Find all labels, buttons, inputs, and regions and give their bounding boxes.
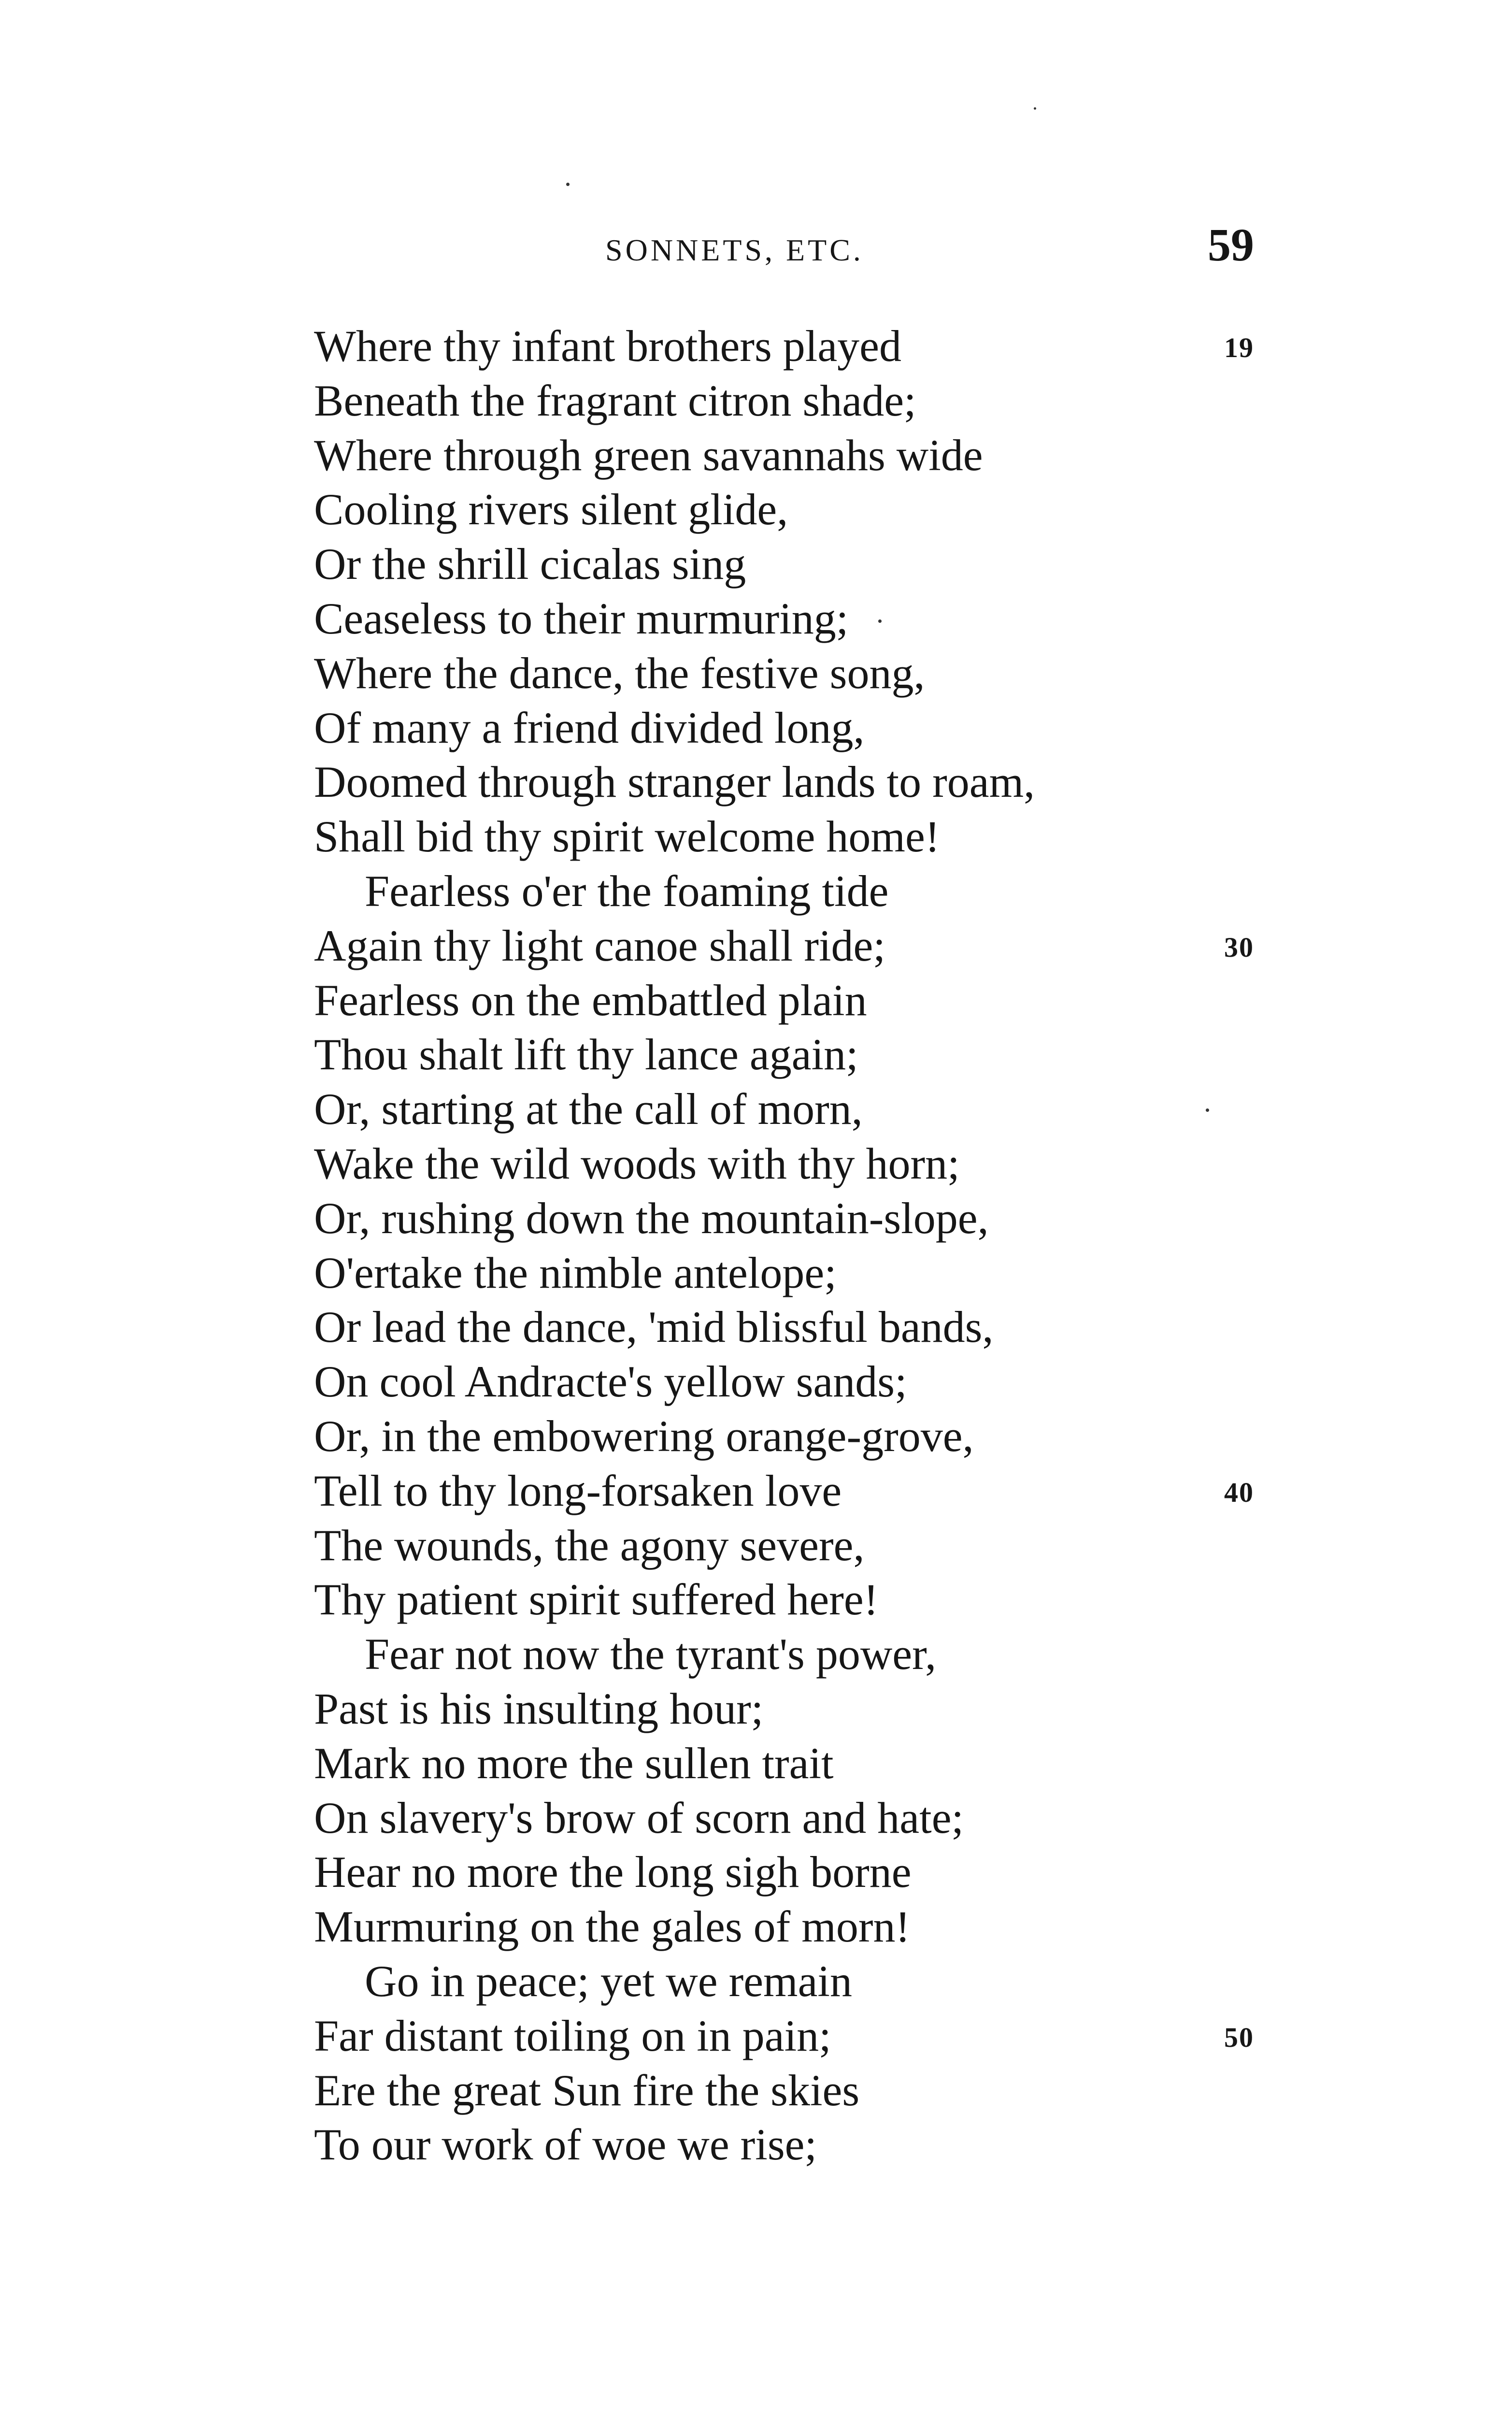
poem-line — [314, 1845, 1304, 1899]
poem-line — [314, 1518, 1304, 1573]
poem-line-text: Or, starting at the call of morn, — [314, 1084, 863, 1134]
poem-line — [314, 1027, 1304, 1082]
poem-line-text: Or lead the dance, 'mid blissful bands, — [314, 1302, 994, 1352]
poem-line-text: Beneath the fragrant citron shade; — [314, 375, 916, 425]
poem-line-text: Wake the wild woods with thy horn; — [314, 1138, 960, 1188]
line-number: 19 — [1224, 332, 1254, 363]
poem-line-text: Fearless o'er the foaming tide — [365, 866, 889, 916]
page-number: 59 — [1208, 219, 1254, 271]
poem-line — [314, 1246, 1304, 1300]
poem-line — [314, 2117, 1304, 2172]
poem-line-text: Thou shalt lift thy lance again; — [314, 1030, 858, 1079]
poem-line — [314, 1464, 1304, 1518]
poem-line-text: Where through green savannahs wide — [314, 430, 983, 480]
poem-line-text: Ceaseless to their murmuring; — [314, 593, 849, 643]
poem-line-text: Far distant toiling on in pain; — [314, 2011, 831, 2060]
poem-line — [314, 701, 1304, 755]
poem-line — [314, 374, 1304, 428]
poem-line — [314, 1899, 1304, 1954]
poem-line-text: Ere the great Sun fire the skies — [314, 2065, 860, 2115]
poem-line-text: Cooling rivers silent glide, — [314, 485, 788, 534]
poem-line — [314, 2009, 1304, 2063]
poem-line-text: Where the dance, the festive song, — [314, 648, 925, 698]
poem-line — [314, 1300, 1304, 1354]
poem-line-text: Tell to thy long-forsaken love — [314, 1466, 842, 1515]
poem-line — [314, 973, 1304, 1028]
poem-line — [314, 1572, 1304, 1627]
poem-body — [314, 319, 1304, 2172]
poem-line-text: Or, rushing down the mountain-slope, — [314, 1193, 989, 1243]
poem-line-text: Shall bid thy spirit welcome home! — [314, 812, 940, 862]
poem-line-text: Thy patient spirit suffered here! — [314, 1575, 879, 1625]
poem-line — [314, 482, 1304, 537]
poem-line-text: Mark no more the sullen trait — [314, 1738, 834, 1788]
poem-line — [314, 1354, 1304, 1409]
poem-line — [314, 1136, 1304, 1191]
poem-line-text: O'ertake the nimble antelope; — [314, 1248, 837, 1297]
poem-line — [314, 1409, 1304, 1464]
poem-line — [314, 1954, 1304, 2009]
poem-line — [314, 1627, 1304, 1682]
poem-line-text: Hear no more the long sigh borne — [314, 1847, 912, 1897]
poem-line-text: Fear not now the tyrant's power, — [365, 1629, 937, 1679]
poem-line-text: Where thy infant brothers played — [314, 321, 901, 371]
poem-line-text: Or, in the embowering orange-grove, — [314, 1411, 974, 1461]
poem-line — [314, 1191, 1304, 1246]
poem-line — [314, 1791, 1304, 1845]
running-head: SONNETS, ETC. — [605, 233, 864, 267]
poem-line — [314, 428, 1304, 483]
poem-line-text: Murmuring on the gales of morn! — [314, 1902, 911, 1952]
poem-line — [314, 919, 1304, 973]
poem-line — [314, 1082, 1304, 1136]
line-number: 40 — [1224, 1476, 1254, 1508]
poem-line-text: Fearless on the embattled plain — [314, 975, 867, 1025]
poem-line-text: On slavery's brow of scorn and hate; — [314, 1793, 964, 1842]
poem-line-text: Of many a friend divided long, — [314, 703, 865, 752]
poem-line-text: Go in peace; yet we remain — [365, 1956, 852, 2006]
poem-line — [314, 646, 1304, 701]
poem-line — [314, 591, 1304, 646]
poem-line — [314, 755, 1304, 809]
poem-line-text: On cool Andracte's yellow sands; — [314, 1357, 907, 1407]
poem-line — [314, 1682, 1304, 1736]
poem-line-text: Past is his insulting hour; — [314, 1683, 764, 1733]
poem-line — [314, 809, 1304, 864]
poem-line-text: To our work of woe we rise; — [314, 2120, 817, 2170]
poem-line — [314, 319, 1304, 374]
poem-line — [314, 1736, 1304, 1791]
line-number: 50 — [1224, 2021, 1254, 2053]
print-speck — [1034, 107, 1036, 110]
poem-line — [314, 864, 1304, 919]
poem-line-text: The wounds, the agony severe, — [314, 1520, 865, 1570]
poem-line-text: Or the shrill cicalas sing — [314, 539, 746, 589]
print-speck — [566, 183, 570, 186]
poem-line-text: Doomed through stranger lands to roam, — [314, 757, 1035, 807]
poem-line — [314, 2063, 1304, 2118]
line-number: 30 — [1224, 931, 1254, 963]
poem-line — [314, 537, 1304, 591]
poem-line-text: Again thy light canoe shall ride; — [314, 920, 885, 970]
